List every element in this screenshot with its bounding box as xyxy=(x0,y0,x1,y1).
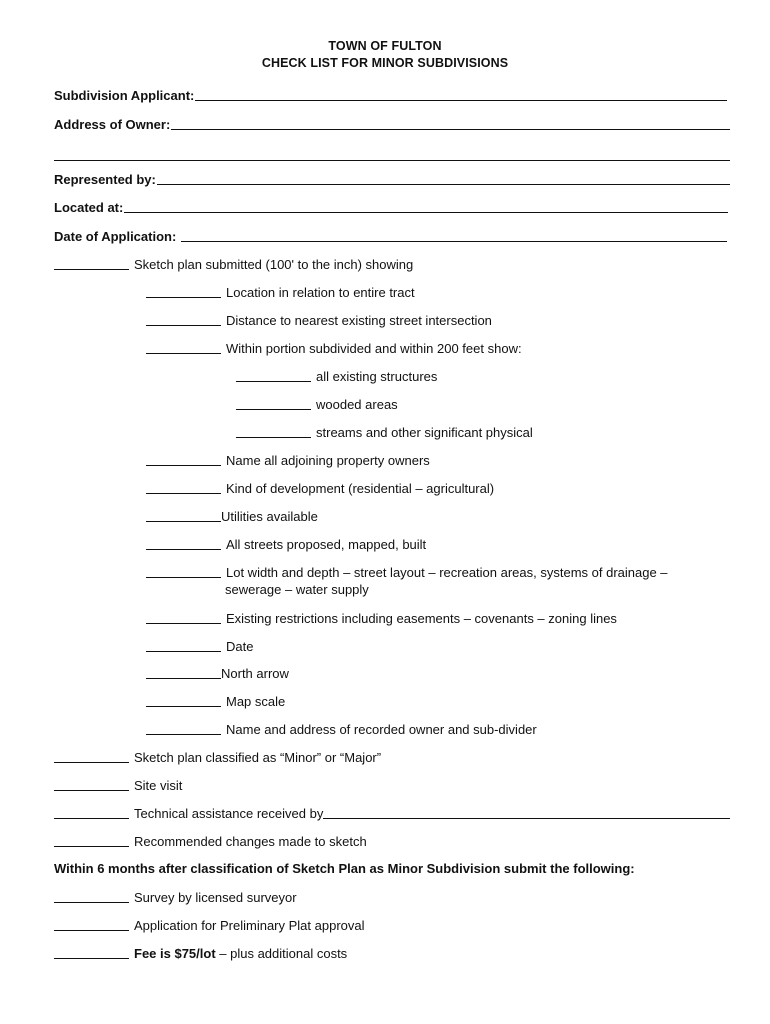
applicant-line[interactable] xyxy=(195,100,727,101)
represented-by-label: Represented by: xyxy=(54,172,156,187)
check-blank[interactable] xyxy=(236,437,311,438)
list-item xyxy=(146,536,426,552)
check-blank[interactable] xyxy=(146,353,221,354)
item-text: streams and other significant physical xyxy=(316,425,533,440)
item-text: Location in relation to entire tract xyxy=(226,285,415,300)
list-item xyxy=(54,749,381,765)
check-blank[interactable] xyxy=(54,818,129,819)
check-blank[interactable] xyxy=(146,577,221,578)
check-blank[interactable] xyxy=(146,706,221,707)
item-text: Sketch plan submitted (100' to the inch) showing xyxy=(134,257,414,272)
list-item xyxy=(54,917,365,933)
fee-amount: Fee is $75/lot xyxy=(134,946,216,961)
applicant-field[interactable] xyxy=(54,87,727,103)
item-text: Within portion subdivided and within 200 feet show: xyxy=(226,341,522,356)
check-blank[interactable] xyxy=(54,762,129,763)
item-text: Name and address of recorded owner and sub-divider xyxy=(226,722,537,737)
check-blank[interactable] xyxy=(146,493,221,494)
list-item xyxy=(236,396,398,412)
item-text: all existing structures xyxy=(316,369,438,384)
owner-address-label: Address of Owner: xyxy=(54,117,171,132)
list-item xyxy=(146,340,522,356)
item-text: Survey by licensed surveyor xyxy=(134,890,297,905)
item-text: Utilities available xyxy=(221,509,318,524)
check-blank[interactable] xyxy=(146,734,221,735)
check-blank[interactable] xyxy=(146,465,221,466)
item-text: All streets proposed, mapped, built xyxy=(226,537,427,552)
owner-address-line-2[interactable] xyxy=(54,160,730,161)
list-item xyxy=(146,638,253,654)
list-item xyxy=(146,312,492,328)
date-of-application-line[interactable] xyxy=(181,241,727,242)
check-blank[interactable] xyxy=(54,958,129,959)
represented-by-line[interactable] xyxy=(157,184,730,185)
form-title: CHECK LIST FOR MINOR SUBDIVISIONS xyxy=(261,56,509,70)
check-blank[interactable] xyxy=(146,623,221,624)
represented-by-field[interactable] xyxy=(54,171,730,187)
list-item xyxy=(54,889,297,905)
list-item xyxy=(236,424,533,440)
list-item xyxy=(146,284,415,300)
item-text: Map scale xyxy=(226,694,286,709)
item-text xyxy=(134,946,347,961)
list-item xyxy=(146,452,430,468)
list-item xyxy=(146,508,318,524)
list-item xyxy=(146,721,537,737)
check-blank[interactable] xyxy=(146,521,221,522)
date-of-application-label: Date of Application: xyxy=(54,229,180,244)
list-item xyxy=(146,665,289,681)
item-text: Distance to nearest existing street intersection xyxy=(226,313,492,328)
list-item xyxy=(54,256,413,272)
applicant-label: Subdivision Applicant: xyxy=(54,88,195,103)
check-blank[interactable] xyxy=(146,297,221,298)
check-blank[interactable] xyxy=(54,790,129,791)
item-text: Kind of development (residential – agricultural) xyxy=(226,481,495,496)
item-text: Technical assistance received by xyxy=(134,806,324,821)
item-text-continued: sewerage – water supply xyxy=(225,582,369,597)
list-item xyxy=(146,480,494,496)
check-blank[interactable] xyxy=(54,930,129,931)
item-text: Existing restrictions including easements – covenants – zoning lines xyxy=(226,611,617,626)
item-text: Name all adjoining property owners xyxy=(226,453,430,468)
list-item xyxy=(54,777,182,793)
fee-note: – plus additional costs xyxy=(215,946,348,961)
owner-address-field[interactable] xyxy=(54,116,730,132)
check-blank[interactable] xyxy=(236,381,311,382)
check-blank[interactable] xyxy=(54,846,129,847)
item-text: Sketch plan classified as “Minor” or “Major” xyxy=(134,750,382,765)
check-blank[interactable] xyxy=(146,325,221,326)
check-blank[interactable] xyxy=(54,902,129,903)
date-of-application-field[interactable] xyxy=(54,228,727,244)
town-title: TOWN OF FULTON xyxy=(328,39,442,53)
check-blank[interactable] xyxy=(236,409,311,410)
list-item xyxy=(54,945,347,961)
check-blank[interactable] xyxy=(146,651,221,652)
item-text: Application for Preliminary Plat approval xyxy=(134,918,365,933)
item-text: Date xyxy=(226,639,254,654)
check-blank[interactable] xyxy=(54,269,129,270)
list-item xyxy=(146,610,617,626)
located-at-field[interactable] xyxy=(54,199,728,215)
item-text: Recommended changes made to sketch xyxy=(134,834,367,849)
located-at-line[interactable] xyxy=(124,212,728,213)
list-item xyxy=(146,693,285,709)
item-text: North arrow xyxy=(221,666,289,681)
item-text: Site visit xyxy=(134,778,183,793)
item-text: Lot width and depth – street layout – recreation areas, systems of drainage – xyxy=(226,565,668,580)
item-text: wooded areas xyxy=(316,397,398,412)
list-item xyxy=(54,833,367,849)
section-heading: Within 6 months after classification of Sketch Plan as Minor Subdivision submit the following: xyxy=(54,861,635,876)
located-at-label: Located at: xyxy=(54,200,124,215)
owner-address-line[interactable] xyxy=(171,129,730,130)
list-item xyxy=(236,368,437,384)
list-item xyxy=(146,564,668,580)
check-blank[interactable] xyxy=(146,678,221,679)
technical-assistance-line[interactable] xyxy=(323,818,730,819)
check-blank[interactable] xyxy=(146,549,221,550)
list-item xyxy=(54,805,730,821)
